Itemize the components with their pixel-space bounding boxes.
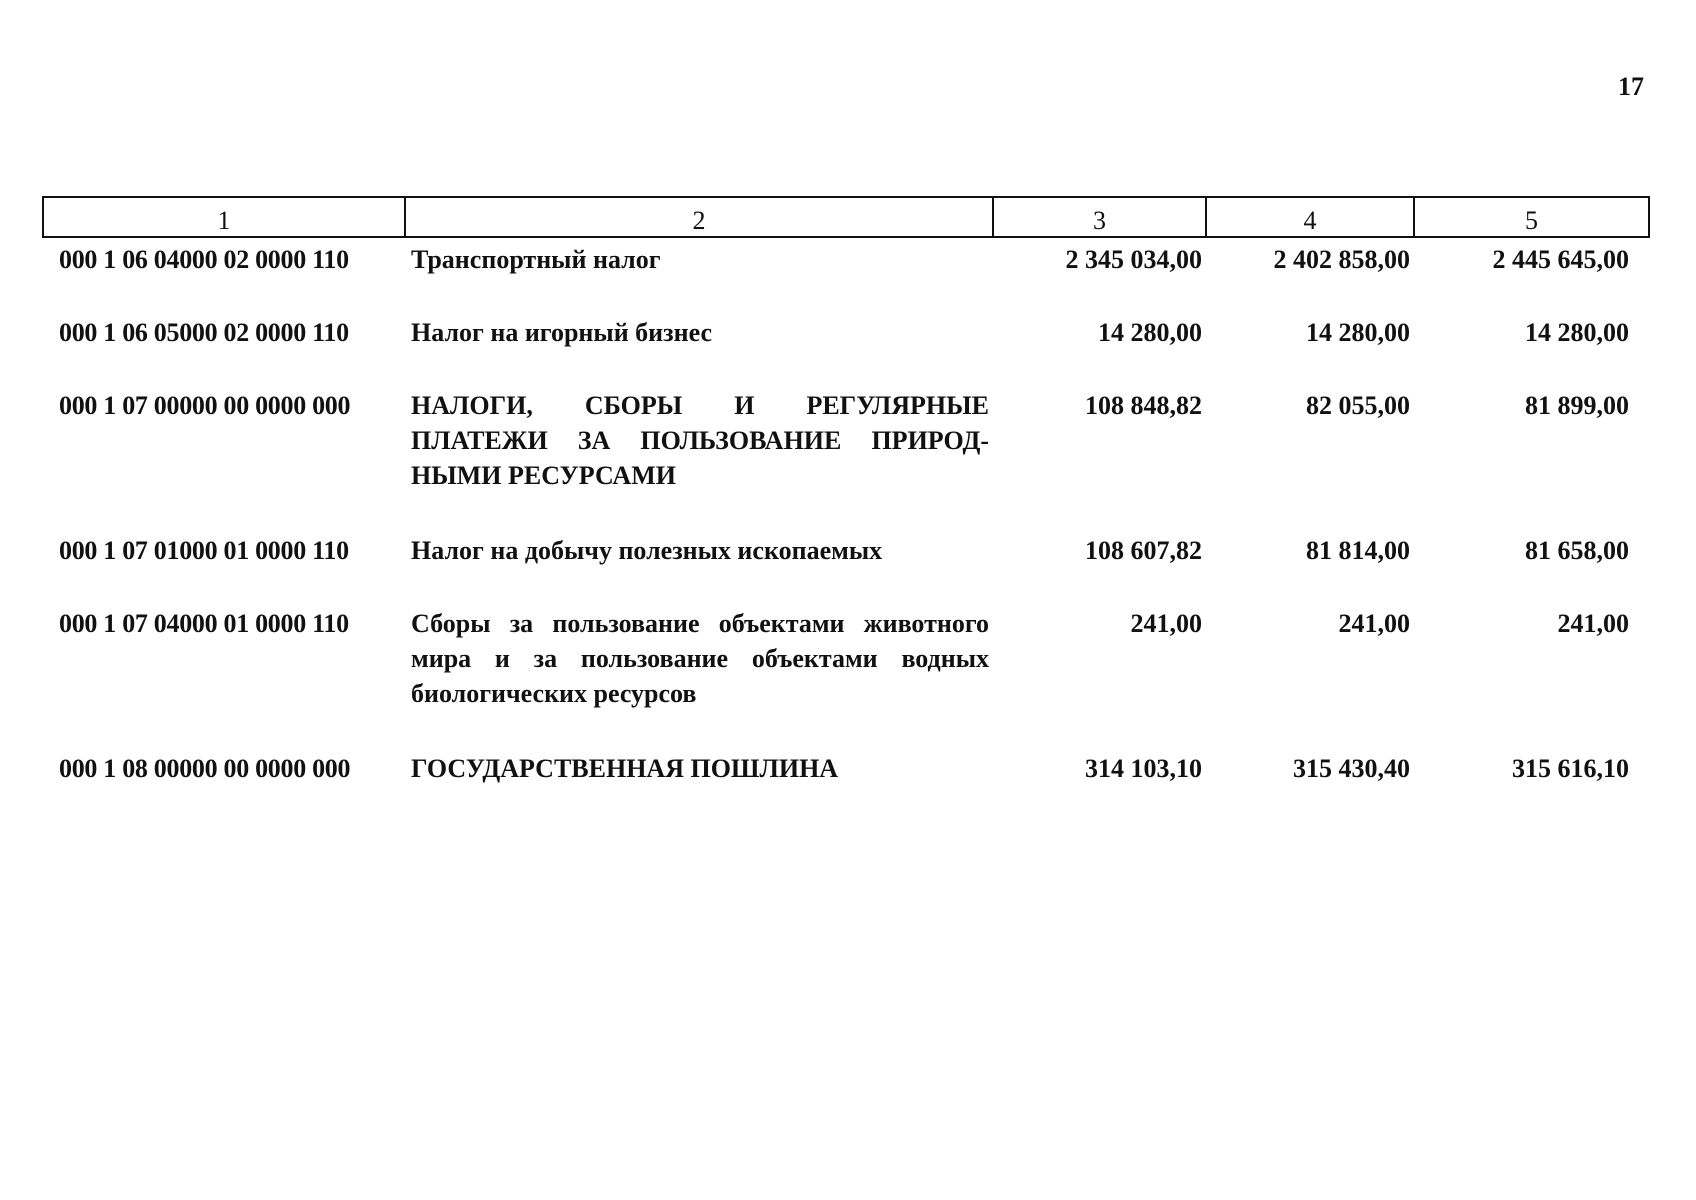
page-number: 17 <box>1618 72 1644 101</box>
value-col-3: 108 848,82 <box>1085 391 1202 420</box>
value-col-3: 14 280,00 <box>1098 318 1202 347</box>
value-col-5: 315 616,10 <box>1512 754 1629 783</box>
value-col-4: 315 430,40 <box>1293 754 1410 783</box>
value-col-5: 81 658,00 <box>1525 536 1629 565</box>
column-header-3: 3 <box>993 197 1206 237</box>
budget-code: 000 1 08 00000 00 0000 000 <box>59 754 351 783</box>
column-header-5: 5 <box>1414 197 1649 237</box>
value-col-4: 82 055,00 <box>1306 391 1410 420</box>
value-col-3: 2 345 034,00 <box>1065 245 1202 274</box>
budget-code: 000 1 06 05000 02 0000 110 <box>59 318 349 347</box>
table-row <box>43 533 1649 568</box>
table-row <box>43 751 1649 786</box>
value-col-3: 314 103,10 <box>1085 754 1202 783</box>
table-header <box>43 197 1649 237</box>
budget-code: 000 1 06 04000 02 0000 110 <box>59 245 349 274</box>
revenue-name: Сборы за пользование объектами животного мира и за пользование объектами водных биологических ресурсов <box>411 609 989 708</box>
revenue-name: Налог на добычу полезных ископаемых <box>411 536 883 565</box>
budget-code: 000 1 07 04000 01 0000 110 <box>59 609 349 638</box>
table-row <box>43 237 1649 277</box>
budget-table <box>42 196 1650 786</box>
value-col-5: 81 899,00 <box>1525 391 1629 420</box>
row-spacer <box>43 493 1649 533</box>
value-col-5: 14 280,00 <box>1525 318 1629 347</box>
value-col-5: 241,00 <box>1557 609 1629 638</box>
column-header-1: 1 <box>43 197 405 237</box>
row-spacer <box>43 350 1649 388</box>
budget-code: 000 1 07 00000 00 0000 000 <box>59 391 351 420</box>
revenue-name: НАЛОГИ, СБОРЫ И РЕГУЛЯРНЫЕ ПЛАТЕЖИ ЗА ПОЛЬЗОВАНИЕ ПРИРОД-НЫМИ РЕСУРСАМИ <box>411 391 989 490</box>
value-col-3: 108 607,82 <box>1085 536 1202 565</box>
budget-code: 000 1 07 01000 01 0000 110 <box>59 536 349 565</box>
revenue-name: Транспортный налог <box>411 245 661 274</box>
table-body <box>43 237 1649 786</box>
row-spacer <box>43 277 1649 315</box>
value-col-3: 241,00 <box>1130 609 1202 638</box>
revenue-name: ГОСУДАРСТВЕННАЯ ПОШЛИНА <box>411 754 839 783</box>
table-row <box>43 388 1649 493</box>
revenue-name: Налог на игорный бизнес <box>411 318 712 347</box>
row-spacer <box>43 711 1649 751</box>
value-col-4: 241,00 <box>1338 609 1410 638</box>
header-row <box>43 197 1649 237</box>
column-header-2: 2 <box>405 197 993 237</box>
value-col-4: 2 402 858,00 <box>1273 245 1410 274</box>
value-col-5: 2 445 645,00 <box>1492 245 1629 274</box>
value-col-4: 14 280,00 <box>1306 318 1410 347</box>
table-row <box>43 315 1649 350</box>
value-col-4: 81 814,00 <box>1306 536 1410 565</box>
column-header-4: 4 <box>1206 197 1414 237</box>
row-spacer <box>43 568 1649 606</box>
table-row <box>43 606 1649 711</box>
